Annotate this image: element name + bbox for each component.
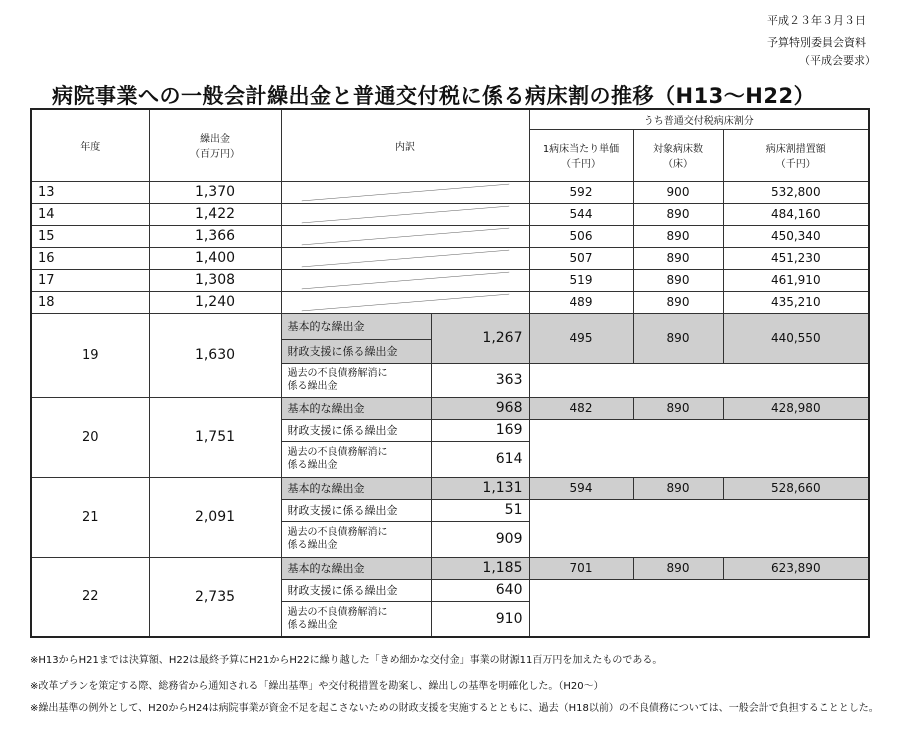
request-label: （平成会要求） xyxy=(799,54,876,67)
beds-cell: 890 xyxy=(633,203,723,225)
amount-cell: 1,751 xyxy=(149,397,281,477)
breakdown-empty-cell xyxy=(281,247,529,269)
year-cell: 21 xyxy=(31,477,149,557)
table-row xyxy=(31,477,869,499)
financial-value: 51 xyxy=(431,499,529,521)
amount-cell: 1,240 xyxy=(149,291,281,313)
beds-cell: 890 xyxy=(633,291,723,313)
beds-cell: 900 xyxy=(633,181,723,203)
past-value: 614 xyxy=(431,441,529,477)
basic-financial-value: 1,267 xyxy=(431,313,529,363)
table-header-row xyxy=(31,109,869,129)
amount-cell: 1,400 xyxy=(149,247,281,269)
financial-value: 169 xyxy=(431,419,529,441)
financial-value: 640 xyxy=(431,579,529,601)
basic-value: 968 xyxy=(431,397,529,419)
table-row xyxy=(31,313,869,339)
table-row xyxy=(31,269,869,291)
beds-cell: 890 xyxy=(633,557,723,579)
amount-cell: 1,366 xyxy=(149,225,281,247)
year-cell: 17 xyxy=(31,269,149,291)
measure-cell: 450,340 xyxy=(723,225,869,247)
amount-cell: 1,370 xyxy=(149,181,281,203)
unit-price-cell: 489 xyxy=(529,291,633,313)
beds-cell: 890 xyxy=(633,313,723,363)
measure-cell: 440,550 xyxy=(723,313,869,363)
financial-transfer-label: 財政支援に係る繰出金 xyxy=(281,419,431,441)
committee-label: 予算特別委員会資料 xyxy=(767,36,866,49)
year-cell: 18 xyxy=(31,291,149,313)
col-unit-price: 1病床当たり単価 （千円） xyxy=(529,129,633,181)
beds-cell: 890 xyxy=(633,269,723,291)
basic-transfer-label: 基本的な繰出金 xyxy=(281,313,431,339)
beds-cell: 890 xyxy=(633,225,723,247)
table-row xyxy=(31,225,869,247)
col-measure: 病床割措置額 （千円） xyxy=(723,129,869,181)
beds-cell: 890 xyxy=(633,247,723,269)
unit-price-cell: 507 xyxy=(529,247,633,269)
measure-cell: 428,980 xyxy=(723,397,869,419)
footnote-2: ※改革プランを策定する際、総務省から通知される「繰出基準」や交付税措置を勘案し、繰出しの基準を明確化した。（H20～） xyxy=(30,681,604,692)
year-cell: 16 xyxy=(31,247,149,269)
past-value: 363 xyxy=(431,363,529,397)
amount-cell: 2,091 xyxy=(149,477,281,557)
measure-cell: 451,230 xyxy=(723,247,869,269)
year-cell: 13 xyxy=(31,181,149,203)
amount-cell: 1,630 xyxy=(149,313,281,397)
past-transfer-label: 過去の不良債務解消に 係る繰出金 xyxy=(281,521,431,557)
year-cell: 19 xyxy=(31,313,149,397)
breakdown-empty-cell xyxy=(281,225,529,247)
measure-cell: 532,800 xyxy=(723,181,869,203)
breakdown-empty-cell xyxy=(281,269,529,291)
basic-value: 1,131 xyxy=(431,477,529,499)
col-beds: 対象病床数 （床） xyxy=(633,129,723,181)
amount-cell: 2,735 xyxy=(149,557,281,637)
col-transfer: 繰出金 （百万円） xyxy=(149,109,281,181)
table-row xyxy=(31,181,869,203)
year-cell: 20 xyxy=(31,397,149,477)
measure-cell: 461,910 xyxy=(723,269,869,291)
amount-cell: 1,422 xyxy=(149,203,281,225)
breakdown-empty-cell xyxy=(281,203,529,225)
past-transfer-label: 過去の不良債務解消に 係る繰出金 xyxy=(281,441,431,477)
unit-price-cell: 506 xyxy=(529,225,633,247)
unit-price-cell: 519 xyxy=(529,269,633,291)
table-row xyxy=(31,247,869,269)
unit-price-cell: 701 xyxy=(529,557,633,579)
transfer-table xyxy=(30,108,870,638)
financial-transfer-label: 財政支援に係る繰出金 xyxy=(281,579,431,601)
financial-transfer-label: 財政支援に係る繰出金 xyxy=(281,499,431,521)
page-title: 病院事業への一般会計繰出金と普通交付税に係る病床割の推移（H13～H22） xyxy=(52,84,816,108)
table-row xyxy=(31,291,869,313)
year-cell: 22 xyxy=(31,557,149,637)
breakdown-empty-cell xyxy=(281,291,529,313)
table-row xyxy=(31,557,869,579)
past-transfer-label: 過去の不良債務解消に 係る繰出金 xyxy=(281,601,431,637)
col-subsidy-group: うち普通交付税病床割分 xyxy=(529,109,869,129)
table-row xyxy=(31,203,869,225)
past-transfer-label: 過去の不良債務解消に 係る繰出金 xyxy=(281,363,431,397)
breakdown-empty-cell xyxy=(281,181,529,203)
unit-price-cell: 544 xyxy=(529,203,633,225)
basic-transfer-label: 基本的な繰出金 xyxy=(281,397,431,419)
document-date: 平成２３年３月３日 xyxy=(767,14,866,27)
beds-cell: 890 xyxy=(633,397,723,419)
footnote-1: ※H13からH21までは決算額、H22は最終予算にH21からH22に繰り越した「きめ細かな交付金」事業の財源11百万円を加えたものである。 xyxy=(30,655,663,666)
year-cell: 15 xyxy=(31,225,149,247)
past-value: 910 xyxy=(431,601,529,637)
col-year: 年度 xyxy=(31,109,149,181)
measure-cell: 528,660 xyxy=(723,477,869,499)
unit-price-cell: 592 xyxy=(529,181,633,203)
past-value: 909 xyxy=(431,521,529,557)
unit-price-cell: 482 xyxy=(529,397,633,419)
col-breakdown: 内訳 xyxy=(281,109,529,181)
measure-cell: 623,890 xyxy=(723,557,869,579)
unit-price-cell: 594 xyxy=(529,477,633,499)
unit-price-cell: 495 xyxy=(529,313,633,363)
measure-cell: 435,210 xyxy=(723,291,869,313)
footnote-3: ※繰出基準の例外として、H20からH24は病院事業が資金不足を起こさないための財政支援を実施するとともに、過去（H18以前）の不良債務については、一般会計で負担することとした。 xyxy=(30,703,879,714)
measure-cell: 484,160 xyxy=(723,203,869,225)
table-row xyxy=(31,397,869,419)
year-cell: 14 xyxy=(31,203,149,225)
financial-transfer-label: 財政支援に係る繰出金 xyxy=(281,339,431,363)
basic-transfer-label: 基本的な繰出金 xyxy=(281,557,431,579)
basic-transfer-label: 基本的な繰出金 xyxy=(281,477,431,499)
basic-value: 1,185 xyxy=(431,557,529,579)
amount-cell: 1,308 xyxy=(149,269,281,291)
beds-cell: 890 xyxy=(633,477,723,499)
